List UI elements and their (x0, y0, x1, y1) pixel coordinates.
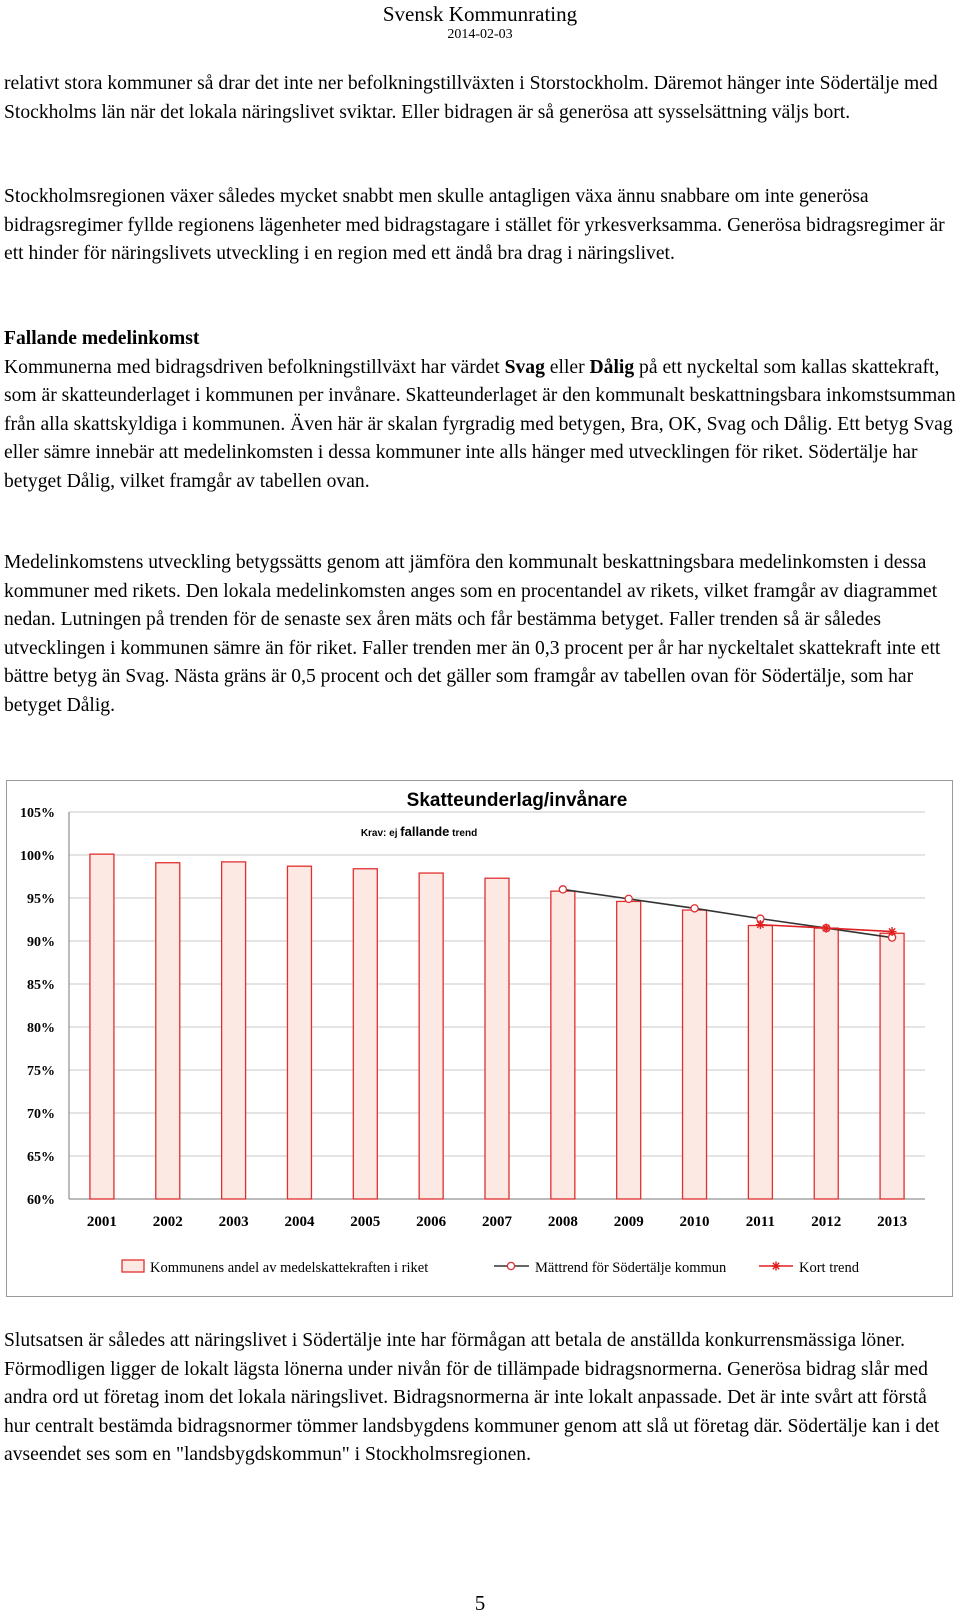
y-tick-label: 80% (27, 1021, 55, 1036)
section-fallande-medelinkomst (4, 325, 956, 497)
legend-trend-label: Mättrend för Södertälje kommun (535, 1260, 727, 1276)
bar-2008 (551, 891, 575, 1199)
document-header-title: Svensk Kommunrating (382, 2, 578, 26)
trend-line (563, 889, 892, 937)
trend-point (559, 886, 566, 893)
x-tick-label: 2002 (152, 1214, 183, 1230)
y-tick-label: 90% (27, 935, 55, 950)
x-tick-label: 2003 (218, 1214, 249, 1230)
y-tick-label: 95% (27, 892, 55, 907)
x-tick-label: 2001 (86, 1214, 117, 1230)
chart-canvas (7, 781, 952, 1296)
x-tick-label: 2005 (350, 1214, 381, 1230)
legend-short-trend-marker (772, 1262, 781, 1271)
bar-2007 (485, 878, 509, 1199)
bar-2006 (419, 873, 443, 1199)
short-trend-point (822, 924, 831, 933)
y-tick-label: 105% (20, 806, 55, 821)
bar-2001 (90, 854, 114, 1199)
bar-2009 (617, 901, 641, 1199)
term-svag: Svag (504, 356, 545, 378)
paragraph-2: Stockholmsregionen växer således mycket snabbt men skulle antagligen växa ännu snabbare om inte generösa bidragsregimer fyllde regionens lägenheter med bidragstagare i stället för yrkesverksamma. Generösa bidragsregimer är ett hinder för näringslivets utveckling i en region med ett ändå bra drag i näringslivet. (4, 186, 945, 265)
chart-subtitle-part: trend (449, 828, 478, 839)
legend-bar-swatch (122, 1260, 144, 1272)
section-text-c: på ett nyckeltal som kallas skattekraft, som är skatteunderlaget i kommunen per invånare. Skatteunderlaget är den kommunalt beskattningsbara inkomstsumman från alla skattskyldiga i kommunen. Även här är skalan fyrgradig med betygen, Bra, OK, Svag och Dålig. Ett betyg Svag eller sämre innebär att medelinkomsten i dessa kommuner inte alls hänger med utvecklingen för riket. Södertälje har betyget Dålig, vilket framgår av tabellen ovan. (4, 356, 956, 492)
bar-2012 (814, 928, 838, 1199)
section-text-b: eller (544, 356, 590, 378)
x-tick-label: 2008 (547, 1214, 578, 1230)
paragraph-1: relativt stora kommuner så drar det inte ner befolkningstillväxten i Storstockholm. Däremot hänger inte Södertälje med Stockholms län när det lokala näringslivet sviktar. Eller bidragen är så generösa att sysselsättning väljs bort. (4, 73, 938, 123)
bar-2011 (748, 926, 772, 1199)
y-tick-label: 65% (27, 1150, 55, 1165)
chart-subtitle (361, 824, 477, 839)
x-tick-label: 2010 (679, 1214, 710, 1230)
y-tick-label: 75% (27, 1064, 55, 1079)
x-tick-label: 2004 (284, 1214, 315, 1230)
bar-2013 (880, 933, 904, 1199)
x-tick-label: 2011 (745, 1214, 775, 1230)
trend-point (625, 895, 632, 902)
legend-short-trend-label: Kort trend (799, 1260, 859, 1276)
trend-point (691, 905, 698, 912)
x-tick-label: 2009 (613, 1214, 644, 1230)
chart-subtitle-part: Krav: ej (360, 828, 401, 839)
x-tick-label: 2012 (811, 1214, 842, 1230)
bar-2005 (353, 869, 377, 1199)
y-tick-label: 70% (27, 1107, 55, 1122)
x-tick-label: 2013 (877, 1214, 908, 1230)
y-tick-label: 100% (20, 849, 55, 864)
page-number: 5 (474, 1591, 486, 1615)
x-tick-label: 2007 (482, 1214, 512, 1230)
document-header-date: 2014-02-03 (447, 27, 513, 42)
section-heading: Fallande medelinkomst (4, 328, 200, 349)
section-text-a: Kommunerna med bidragsdriven befolkningstillväxt har värdet (4, 356, 505, 378)
bar-2003 (222, 862, 246, 1199)
bar-2010 (683, 910, 707, 1199)
bar-2004 (287, 866, 311, 1199)
chart-title: Skatteunderlag/invånare (406, 790, 628, 811)
y-tick-label: 60% (27, 1193, 55, 1208)
legend-bar-label: Kommunens andel av medelskattekraften i riket (150, 1260, 429, 1276)
paragraph-4: Medelinkomstens utveckling betygssätts genom att jämföra den kommunalt beskattningsbara medelinkomsten i dessa kommuner med rikets. Den lokala medelinkomsten anges som en procentandel av rikets, vilket framgår av diagrammet nedan. Lutningen på trenden för de senaste sex åren mäts och får bestämma betyget. Faller trenden så är således utvecklingen i kommunen sämre än för riket. Faller trenden mer än 0,3 procent per år har nyckeltalet skattekraft inte ett bättre betyg än Svag. Nästa gräns är 0,5 procent och det gäller som framgår av tabellen ovan för Södertälje, som har betyget Dålig. (4, 552, 941, 716)
skatteunderlag-chart (6, 780, 953, 1297)
x-tick-label: 2006 (416, 1214, 447, 1230)
term-dalig: Dålig (589, 356, 635, 378)
bar-2002 (156, 863, 180, 1199)
legend-trend-marker (507, 1262, 514, 1269)
chart-subtitle-part: fallande (400, 824, 450, 839)
paragraph-5: Slutsatsen är således att näringslivet i Södertälje inte har förmågan att betala de anställda konkurrensmässiga löner. Förmodligen ligger de lokalt lägsta lönerna under nivån för de tillämpade bidragsnormerna. Generösa bidrag slår med andra ord ut företag inom det lokala näringslivet. Bidragsnormerna är inte lokalt anpassade. Det är inte svårt att förstå hur centralt bestämda bidragsnormer tömmer landsbygdens kommuner genom att slå ut företag där. Södertälje kan i det avseendet ses som en "landsbygdskommun" i Stockholmsregionen. (4, 1330, 940, 1466)
y-tick-label: 85% (27, 978, 55, 993)
